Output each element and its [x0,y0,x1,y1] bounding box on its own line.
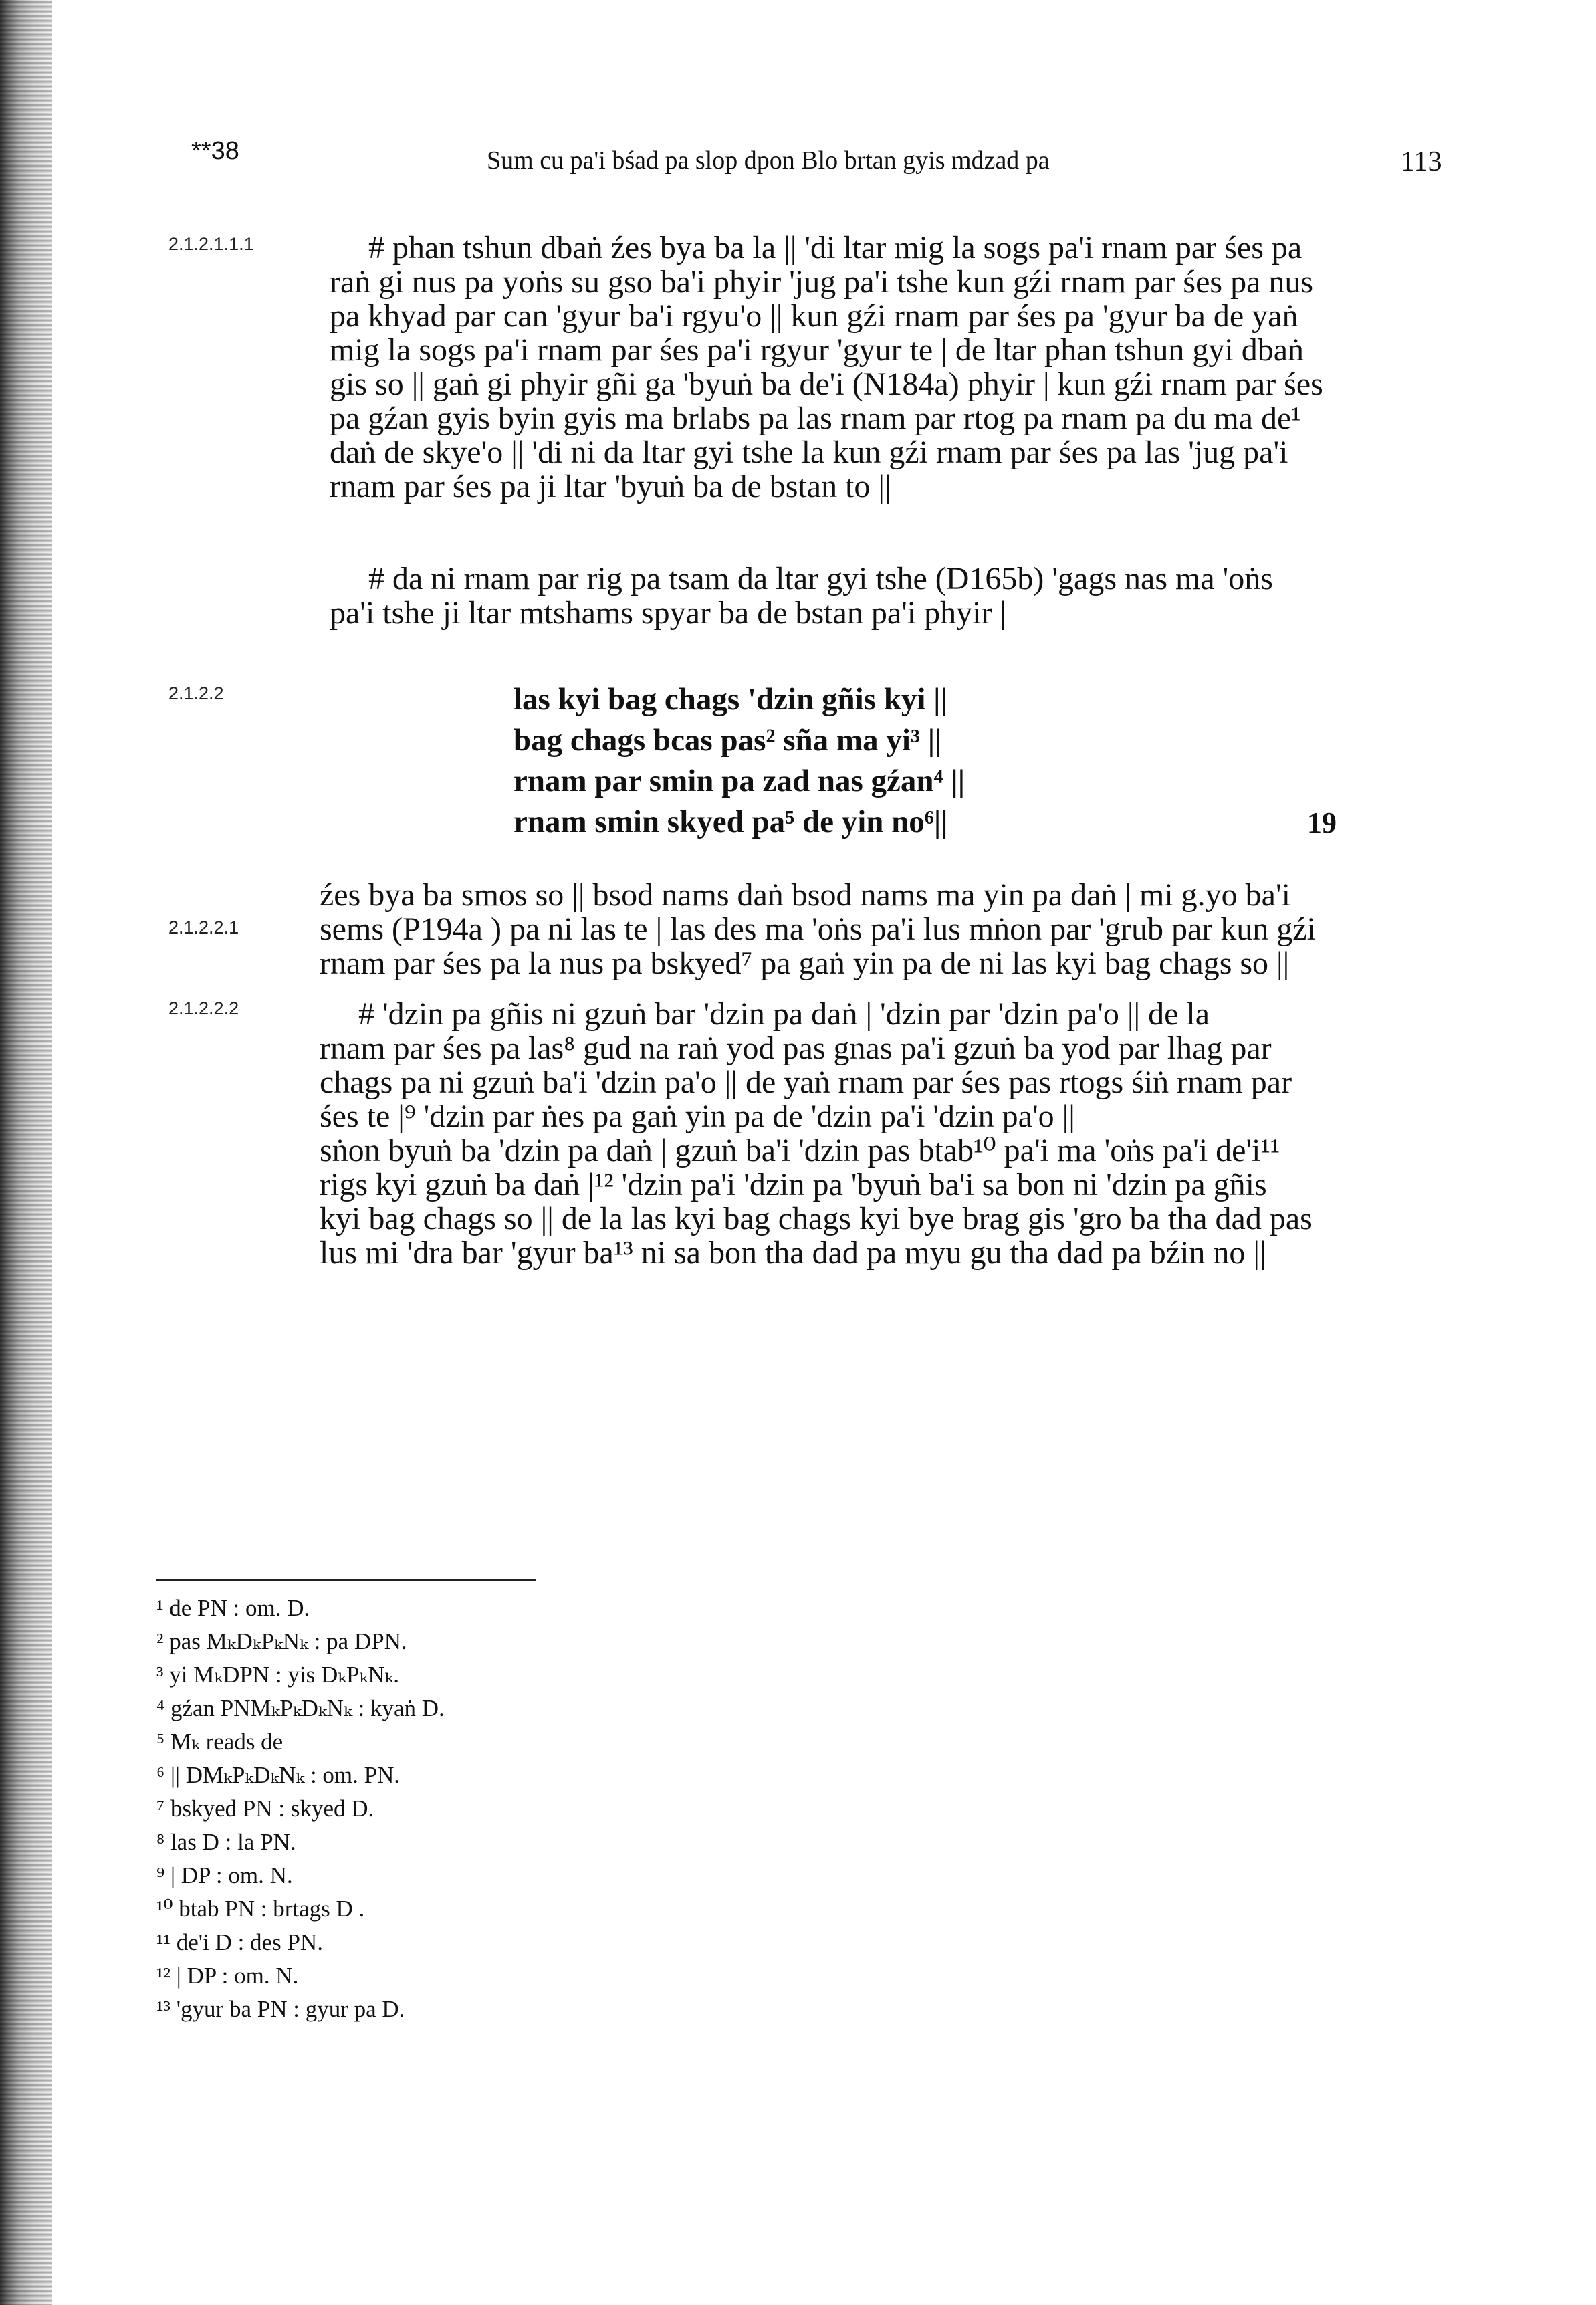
text-line: mig la sogs pa'i rnam par śes pa'i rgyur 'gyur te | de ltar phan tshun gyi dbaṅ [330,332,1304,368]
text-line: daṅ de skye'o || 'di ni da ltar gyi tshe la kun gźi rnam par śes pa las 'jug pa'i [330,435,1288,470]
footnote: ⁶ || DMₖPₖDₖNₖ : om. PN. [156,1762,401,1788]
text-line: rigs kyi gzuṅ ba daṅ |¹² 'dzin pa'i 'dzin pa 'byuṅ ba'i sa bon ni 'dzin pa gñis [320,1167,1267,1202]
verse-line: bag chags bcas pas² sña ma yi³ || [514,723,942,758]
paragraph-3 [320,878,1440,980]
section-number: 2.1.2.1.1.1 [168,234,254,254]
text-line: źes bya ba smos so || bsod nams daṅ bsod nams ma yin pa daṅ | mi g.yo ba'i [320,877,1290,913]
footnote: ⁹ | DP : om. N. [156,1862,293,1888]
footnote: ¹² | DP : om. N. [156,1963,299,1989]
paragraph-1 [330,231,1450,504]
section-number: 2.1.2.2 [168,683,224,703]
text-line: rnam par śes pa ji ltar 'byuṅ ba de bstan to || [330,469,891,504]
footnote: ⁷ bskyed PN : skyed D. [156,1795,374,1822]
footnote-rule [156,1579,536,1581]
text-line: pa gźan gyis byin gyis ma brlabs pa las rnam par rtog pa rnam pa du ma de¹ [330,401,1301,436]
footnotes [156,1591,445,2026]
footnote: ² pas MₖDₖPₖNₖ : pa DPN. [156,1628,407,1654]
footnote: ³ yi MₖDPN : yis DₖPₖNₖ. [156,1662,400,1688]
footnote: ¹ de PN : om. D. [156,1595,310,1621]
text-line: # phan tshun dbaṅ źes bya ba la || 'di ltar mig la sogs pa'i rnam par śes pa [368,230,1302,265]
text-line: # da ni rnam par rig pa tsam da ltar gyi tshe (D165b) 'gags nas ma 'oṅs [368,561,1273,596]
header-marker: **38 [191,137,239,165]
footnote: ¹³ 'gyur ba PN : gyur pa D. [156,1996,405,2022]
verse-line: las kyi bag chags 'dzin gñis kyi || [514,682,947,717]
footnote: ⁵ Mₖ reads de [156,1729,283,1755]
text-line: pa khyad par can 'gyur ba'i rgyu'o || kun gźi rnam par śes pa 'gyur ba de yaṅ [330,298,1298,334]
section-number: 2.1.2.2.2 [168,998,239,1018]
text-line: # 'dzin pa gñis ni gzuṅ bar 'dzin pa daṅ | 'dzin par 'dzin pa'o || de la [358,996,1210,1032]
page-number: 113 [1401,146,1442,177]
text-line: gis so || gaṅ gi phyir gñi ga 'byuṅ ba de'i (N184a) phyir | kun gźi rnam par śes [330,366,1323,402]
verse-line: rnam smin skyed pa⁵ de yin no⁶|| [514,804,948,839]
text-line: rnam par śes pa la nus pa bskyed⁷ pa gaṅ yin pa de ni las kyi bag chags so || [320,946,1290,981]
footnote: ¹¹ de'i D : des PN. [156,1929,323,1955]
text-line: lus mi 'dra bar 'gyur ba¹³ ni sa bon tha dad pa myu gu tha dad pa bźin no || [320,1235,1266,1271]
verse-number: 19 [1307,806,1337,839]
book-binding-shadow [0,0,52,2305]
running-title: Sum cu pa'i bśad pa slop dpon Blo brtan gyis mdzad pa [487,146,1050,175]
footnote: ⁴ gźan PNMₖPₖDₖNₖ : kyaṅ D. [156,1695,445,1721]
text-line: śes te |⁹ 'dzin par ṅes pa gaṅ yin pa de 'dzin pa'i 'dzin pa'o || [320,1099,1075,1134]
text-line: chags pa ni gzuṅ ba'i 'dzin pa'o || de yaṅ rnam par śes pas rtogs śiṅ rnam par [320,1065,1292,1100]
text-line: pa'i tshe ji ltar mtshams spyar ba de bstan pa'i phyir | [330,595,1007,631]
section-number: 2.1.2.2.1 [168,917,239,938]
footnote: ⁸ las D : la PN. [156,1829,296,1855]
text-line: rnam par śes pa las⁸ gud na raṅ yod pas gnas pa'i gzuṅ ba yod par lhag par [320,1030,1272,1066]
text-line: sems (P194a ) pa ni las te | las des ma 'oṅs pa'i lus mṅon par 'grub par kun gźi [320,911,1316,947]
verse-block [514,679,965,843]
paragraph-2 [330,562,1450,630]
text-line: sṅon byuṅ ba 'dzin pa daṅ | gzuṅ ba'i 'dzin pas btab¹⁰ pa'i ma 'oṅs pa'i de'i¹¹ [320,1133,1280,1168]
text-line: raṅ gi nus pa yoṅs su gso ba'i phyir 'jug pa'i tshe kun gźi rnam par śes pa nus [330,264,1314,300]
verse-line: rnam par smin pa zad nas gźan⁴ || [514,764,965,798]
footnote: ¹⁰ btab PN : brtags D . [156,1896,365,1922]
text-line: kyi bag chags so || de la las kyi bag chags kyi bye brag gis 'gro ba tha dad pas [320,1201,1313,1236]
paragraph-4 [320,997,1440,1270]
